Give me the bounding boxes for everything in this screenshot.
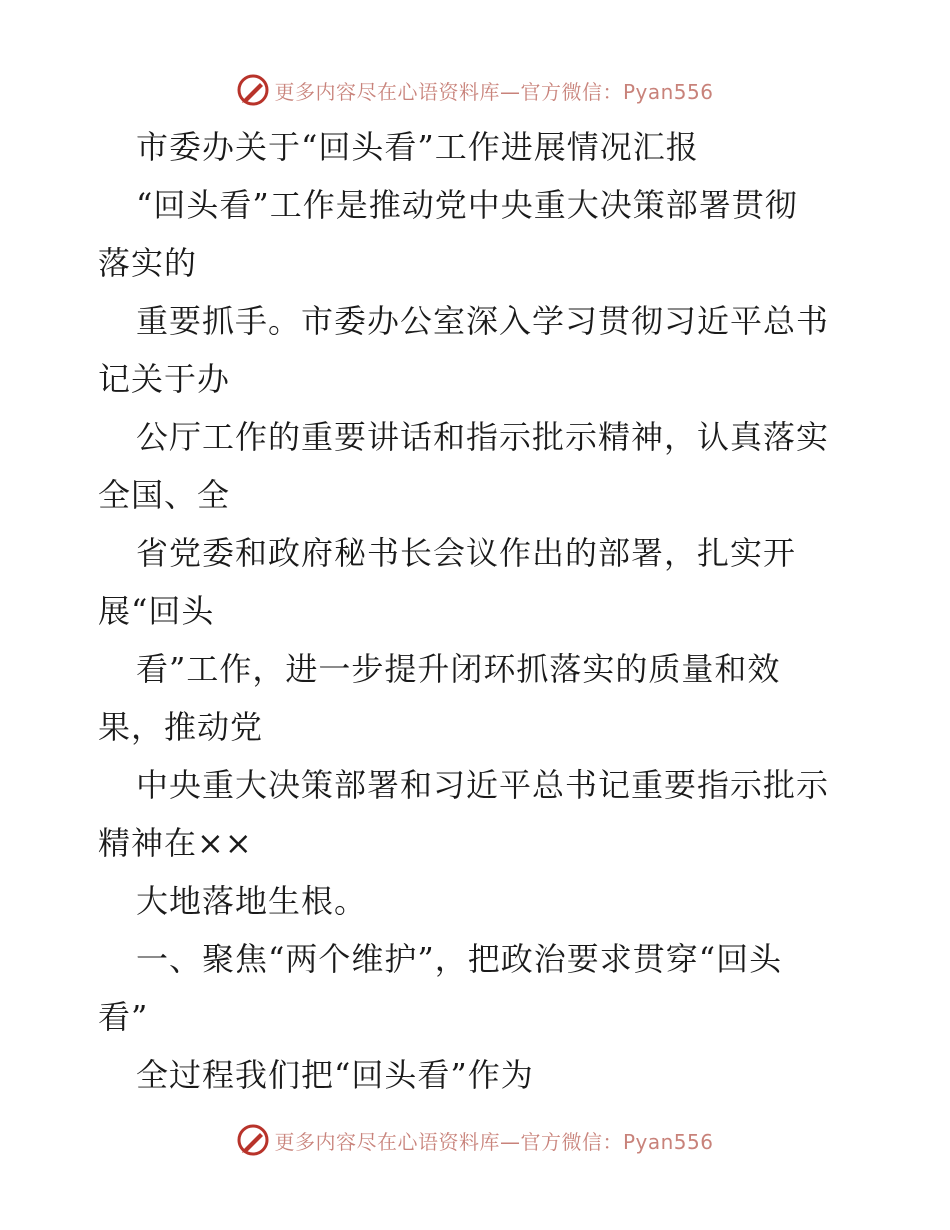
- pen-logo-icon: [236, 73, 270, 107]
- text-line: 落实的: [98, 244, 198, 282]
- text-line: 精神在××: [98, 824, 253, 862]
- pen-logo-icon: [236, 1123, 270, 1157]
- text-line: 看”工作，进一步提升闭环抓落实的质量和效: [136, 650, 781, 688]
- text-line: 全国、全: [98, 476, 231, 514]
- text-line: 省党委和政府秘书长会议作出的部署，扎实开: [136, 534, 797, 572]
- text-line: 全过程我们把“回头看”作为: [136, 1056, 534, 1094]
- text-line: 记关于办: [98, 360, 231, 398]
- watermark-text: 更多内容尽在心语资料库—官方微信：Pyan556: [274, 79, 714, 104]
- text-line: 果，推动党: [98, 708, 264, 746]
- text-line: 一、聚焦“两个维护”，把政治要求贯穿“回头: [136, 940, 783, 978]
- document-body: [98, 118, 852, 1104]
- text-line: 市委办关于“回头看”工作进展情况汇报: [136, 128, 699, 166]
- header-watermark: [0, 70, 950, 110]
- footer-watermark: [0, 1120, 950, 1160]
- watermark-text: 更多内容尽在心语资料库—官方微信：Pyan556: [274, 1129, 714, 1154]
- text-line: 公厅工作的重要讲话和指示批示精神，认真落实: [136, 418, 830, 456]
- text-line: 中央重大决策部署和习近平总书记重要指示批示: [136, 766, 830, 804]
- text-line: 看”: [98, 998, 149, 1036]
- text-line: 展“回头: [98, 592, 215, 630]
- text-line: 重要抓手。市委办公室深入学习贯彻习近平总书: [136, 302, 830, 340]
- text-line: 大地落地生根。: [136, 882, 368, 920]
- text-line: “回头看”工作是推动党中央重大决策部署贯彻: [136, 186, 798, 224]
